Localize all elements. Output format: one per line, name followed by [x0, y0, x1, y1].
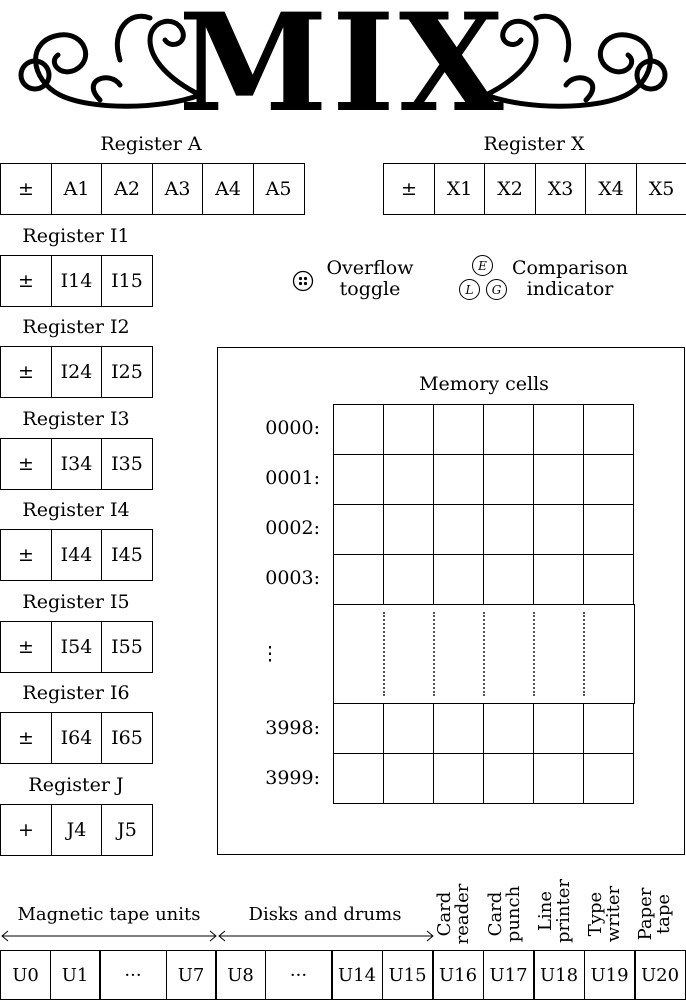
typewriter-label: Type writer [585, 885, 624, 943]
memory-row [334, 405, 634, 455]
tape-units-label: Magnetic tape units [17, 904, 201, 925]
register-i6-byte: I64 [51, 712, 103, 764]
register-a-byte: A5 [253, 163, 305, 215]
memory-grid-bottom [333, 703, 634, 804]
card-punch-label: Card punch [485, 885, 524, 943]
register-i1-byte: I14 [51, 255, 103, 307]
register-j-byte: J4 [51, 804, 103, 856]
io-unit: U7 [166, 950, 217, 1000]
register-x-byte: X1 [434, 163, 486, 215]
line-printer-label: Line printer [535, 879, 574, 943]
memory-dots [533, 612, 537, 696]
memory-dots [483, 612, 487, 696]
io-unit: U8 [215, 950, 266, 1000]
overflow-label-line1: Overflow [326, 257, 414, 279]
memory-address-ellipsis: ⋮ [260, 643, 280, 665]
memory-row [334, 555, 634, 605]
memory-row [334, 505, 634, 555]
memory-address: 0003: [265, 567, 320, 589]
register-i6 [0, 712, 153, 764]
io-unit: U16 [432, 950, 484, 1000]
io-unit: U19 [584, 950, 636, 1000]
register-a-byte: A2 [101, 163, 153, 215]
io-unit: U15 [382, 950, 434, 1000]
register-i2-byte: I24 [51, 346, 103, 398]
register-i5-byte: I55 [101, 621, 153, 673]
io-unit: U17 [483, 950, 535, 1000]
io-unit: U18 [533, 950, 585, 1000]
io-unit: U0 [0, 950, 51, 1000]
io-unit: U14 [331, 950, 383, 1000]
memory-address: 3999: [265, 767, 320, 789]
register-i3 [0, 438, 153, 490]
register-x-byte: X2 [484, 163, 536, 215]
register-i1-label: Register I1 [22, 225, 130, 247]
disk-units-label: Disks and drums [248, 904, 402, 925]
register-i2-byte: I25 [101, 346, 153, 398]
memory-address: 3998: [265, 717, 320, 739]
card-reader-label: Card reader [434, 883, 473, 945]
register-i6-sign: ± [0, 712, 52, 764]
register-a-byte: A1 [51, 163, 103, 215]
tape-range-arrow-icon [0, 928, 436, 944]
register-x-label: Register X [483, 133, 585, 155]
register-i4-byte: I44 [51, 529, 103, 581]
register-j-byte: J5 [101, 804, 153, 856]
register-i5 [0, 621, 153, 673]
register-i1 [0, 255, 153, 307]
register-i5-label: Register I5 [22, 591, 130, 613]
register-i4-byte: I45 [101, 529, 153, 581]
memory-address: 0000: [265, 417, 320, 439]
paper-tape-label: Paper tape [635, 887, 674, 941]
memory-address: 0001: [265, 467, 320, 489]
register-i2-label: Register I2 [22, 316, 130, 338]
register-i3-byte: I34 [51, 438, 103, 490]
register-x-byte: X5 [636, 163, 686, 215]
register-i3-byte: I35 [101, 438, 153, 490]
register-i2 [0, 346, 153, 398]
register-i2-sign: ± [0, 346, 52, 398]
memory-address: 0002: [265, 517, 320, 539]
io-unit-ellipsis: ··· [99, 950, 167, 1000]
register-j-label: Register J [28, 774, 124, 796]
register-i5-sign: ± [0, 621, 52, 673]
register-a [0, 163, 305, 215]
io-unit: U20 [634, 950, 686, 1000]
register-x-sign: ± [383, 163, 435, 215]
comparison-label-line2: indicator [526, 278, 614, 300]
register-i3-label: Register I3 [22, 408, 130, 430]
io-unit-ellipsis: ··· [265, 950, 333, 1000]
register-i5-byte: I54 [51, 621, 103, 673]
title: MIX [178, 0, 508, 125]
comparison-greater-icon: G [486, 279, 507, 300]
overflow-toggle-icon [292, 270, 314, 292]
memory-dots [433, 612, 437, 696]
register-a-byte: A3 [152, 163, 204, 215]
register-j-sign: + [0, 804, 52, 856]
register-i6-byte: I65 [101, 712, 153, 764]
register-i6-label: Register I6 [22, 682, 130, 704]
comparison-label-line1: Comparison [511, 257, 629, 279]
comparison-less-icon: L [459, 279, 480, 300]
io-units-row [0, 950, 686, 1000]
register-a-label: Register A [100, 133, 202, 155]
memory-title: Memory cells [419, 373, 549, 395]
memory-grid-top [333, 404, 634, 605]
memory-dots [583, 612, 587, 696]
right-flourish-icon [486, 16, 665, 106]
overflow-label-line2: toggle [339, 278, 401, 300]
memory-row [334, 704, 634, 754]
register-x-byte: X3 [535, 163, 587, 215]
register-a-byte: A4 [202, 163, 254, 215]
memory-row [334, 455, 634, 505]
io-unit: U1 [50, 950, 101, 1000]
register-i3-sign: ± [0, 438, 52, 490]
title-banner [0, 0, 686, 125]
memory-row [334, 754, 634, 804]
comparison-equal-icon: E [472, 255, 493, 276]
left-flourish-icon [21, 16, 200, 106]
memory-dots [383, 612, 387, 696]
register-i4-label: Register I4 [22, 499, 130, 521]
register-x [383, 163, 686, 215]
register-i4 [0, 529, 153, 581]
register-i1-sign: ± [0, 255, 52, 307]
register-j [0, 804, 153, 856]
register-a-sign: ± [0, 163, 52, 215]
register-x-byte: X4 [585, 163, 637, 215]
register-i4-sign: ± [0, 529, 52, 581]
register-i1-byte: I15 [101, 255, 153, 307]
